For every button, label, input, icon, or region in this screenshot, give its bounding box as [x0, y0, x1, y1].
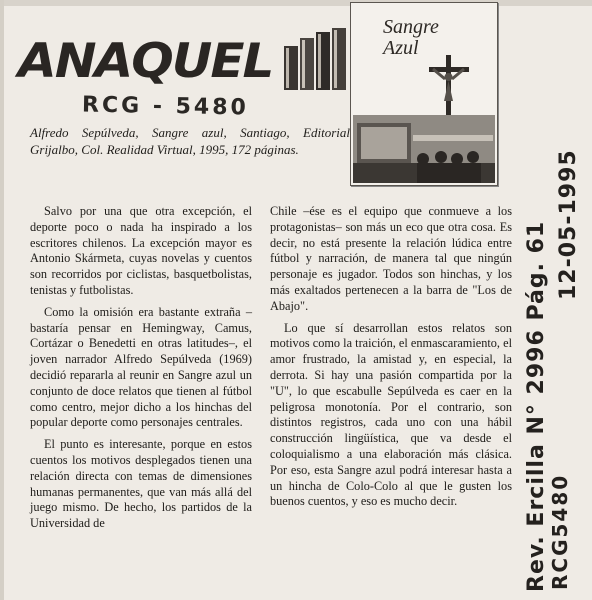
scan-edge-top	[0, 0, 592, 6]
book-cover-image	[350, 2, 498, 186]
crucifix-icon	[425, 51, 473, 123]
handwritten-date-note: 12-05-1995	[556, 149, 581, 300]
article-column-2	[270, 204, 512, 510]
article-paragraph: Salvo por una que otra excepción, el deporte poco o nada ha inspirado a los escritores chilenos. La excepción mayor es Antonio Skármeta, cuyas novelas y cuentos son recorridos por ciclistas, basquetbolistas, tenistas y futbolistas.	[30, 204, 252, 297]
article-paragraph: El punto es interesante, porque en estos cuentos los motivos desplegados tienen una relación directa con temas de dimensiones humanas permanentes, que van más allá del juego mismo. De hecho, los partidos de la Universidad de	[30, 437, 252, 531]
catalog-code-handwritten: RCG - 5480	[81, 92, 250, 121]
scan-edge-left	[0, 0, 4, 600]
handwritten-code-note: RCG5480	[548, 473, 572, 590]
cover-photo	[353, 115, 495, 183]
article-paragraph: Lo que sí desarrollan estos relatos son motivos como la traición, el enmascaramiento, el amor frustrado, la amistad y, en especial, la derrota. Si hay una pasión compartida por la "U", lo que escabulle Sepúlveda es caer en la peligrosa monotonía. Por el contrario, son distintos registros, cada uno con una hábil construcción lingüística, que va desde el coloquialismo a una elaboración más clásica. Por eso, esta Sangre azul podrá interesar hasta a un hincha de Colo-Colo al que le gusten los buenos cuentos, y eso es mucho decir.	[270, 320, 512, 509]
handwritten-source-note	[524, 221, 549, 592]
section-title: ANAQUEL	[18, 33, 273, 89]
page-note-text: Pág. 61	[524, 220, 549, 321]
source-note-text: Rev. Ercilla N° 2996	[524, 329, 549, 592]
article-paragraph: Chile –ése es el equipo que conmueve a los protagonistas– son más un eco que otra cosa. Es decir, no está presente la relación lúdica entre fútbol y narración, de manera tal que ningún personaje es jugador. Todos son hinchas, y los más exaltados pertenecen a la barra de "Los de Abajo".	[270, 204, 512, 313]
article-column-1	[30, 204, 252, 532]
cover-title-line2: Azul	[383, 37, 419, 59]
books-icon	[280, 28, 350, 92]
section-masthead	[18, 28, 338, 100]
article-paragraph: Como la omisión era bastante extraña –bastaría pensar en Hemingway, Camus, Cortázar o Benedetti en otras latitudes–, el joven narrador Alfredo Sepúlveda (1969) decidió repararla al reunir en Sangre azul un conjunto de doce relatos que tienen al fútbol como centro, mejor dicho a los hinchas del popular deporte como personajes centrales.	[30, 304, 252, 430]
cover-title-line1: Sangre	[383, 16, 439, 38]
book-citation: Alfredo Sepúlveda, Sangre azul, Santiago, Editorial Grijalbo, Col. Realidad Virtual, 1995, 172 páginas.	[30, 125, 350, 157]
